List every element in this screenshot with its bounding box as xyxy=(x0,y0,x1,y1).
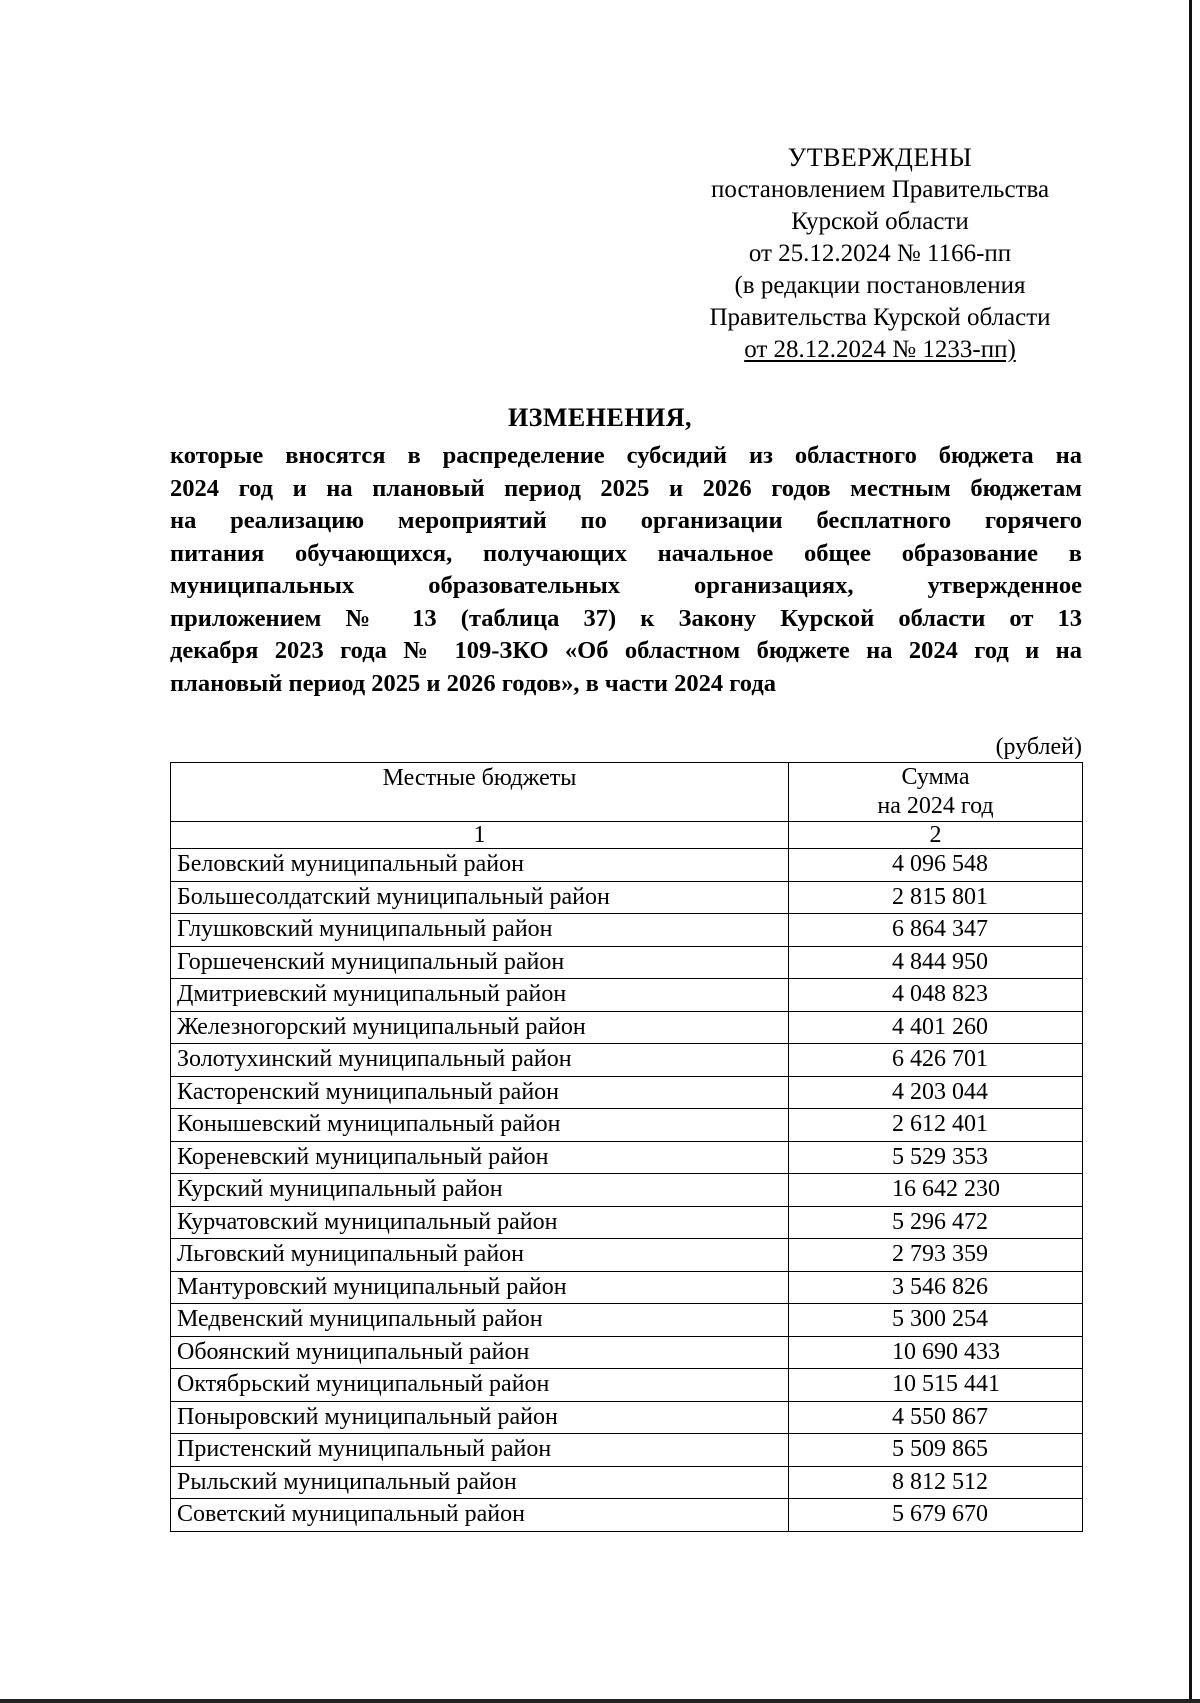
budget-name-cell: Советский муниципальный район xyxy=(171,1499,789,1532)
table-row xyxy=(171,1434,1083,1467)
approval-line-2: Курской области xyxy=(791,208,969,235)
table-row xyxy=(171,1206,1083,1239)
approval-stamp-block xyxy=(660,142,1100,366)
column-header-sum-line1: Сумма xyxy=(901,764,970,790)
table-row xyxy=(171,1499,1083,1532)
budget-sum-cell: 5 296 472 xyxy=(789,1206,1083,1239)
budget-name-cell: Октябрьский муниципальный район xyxy=(171,1369,789,1402)
table-row xyxy=(171,1336,1083,1369)
table-row xyxy=(171,1109,1083,1142)
budget-name-cell: Большесолдатский муниципальный район xyxy=(171,881,789,914)
budget-sum-cell: 5 529 353 xyxy=(789,1141,1083,1174)
table-row xyxy=(171,1401,1083,1434)
budget-sum-cell: 10 690 433 xyxy=(789,1336,1083,1369)
document-body xyxy=(170,440,1082,700)
budget-name-cell: Льговский муниципальный район xyxy=(171,1239,789,1272)
approval-title: УТВЕРЖДЕНЫ xyxy=(787,143,973,172)
table-row xyxy=(171,914,1083,947)
budget-sum-cell: 5 679 670 xyxy=(789,1499,1083,1532)
budget-name-cell: Золотухинский муниципальный район xyxy=(171,1044,789,1077)
budget-sum-cell: 4 550 867 xyxy=(789,1401,1083,1434)
table-row xyxy=(171,881,1083,914)
approval-line-5: Правительства Курской области xyxy=(709,304,1051,331)
budget-sum-cell: 4 844 950 xyxy=(789,946,1083,979)
budget-name-cell: Пристенский муниципальный район xyxy=(171,1434,789,1467)
table-row xyxy=(171,1076,1083,1109)
budget-sum-cell: 5 300 254 xyxy=(789,1304,1083,1337)
budget-sum-cell: 2 793 359 xyxy=(789,1239,1083,1272)
budget-name-cell: Мантуровский муниципальный район xyxy=(171,1271,789,1304)
scan-border-right xyxy=(1189,0,1192,1703)
body-line: 2024 год и на плановый период 2025 и 2026 годов местным бюджетам xyxy=(170,474,1082,502)
body-line: на реализацию мероприятий по организации бесплатного горячего xyxy=(170,507,1082,534)
budget-sum-cell: 4 401 260 xyxy=(789,1011,1083,1044)
table-row xyxy=(171,1174,1083,1207)
budget-sum-cell: 4 048 823 xyxy=(789,979,1083,1012)
budget-sum-cell: 3 546 826 xyxy=(789,1271,1083,1304)
body-line: декабря 2023 года № 109-ЗКО «Об областном бюджете на 2024 год и на xyxy=(170,637,1082,664)
table-row xyxy=(171,1369,1083,1402)
table-row xyxy=(171,849,1083,882)
budget-name-cell: Поныровский муниципальный район xyxy=(171,1401,789,1434)
column-header-budgets: Местные бюджеты xyxy=(171,763,789,822)
budget-sum-cell: 6 426 701 xyxy=(789,1044,1083,1077)
table-row xyxy=(171,946,1083,979)
units-label: (рублей) xyxy=(995,734,1082,760)
document-heading: ИЗМЕНЕНИЯ, xyxy=(507,403,693,432)
budget-name-cell: Конышевский муниципальный район xyxy=(171,1109,789,1142)
table-row xyxy=(171,1304,1083,1337)
budget-name-cell: Горшеченский муниципальный район xyxy=(171,946,789,979)
budget-name-cell: Касторенский муниципальный район xyxy=(171,1076,789,1109)
column-header-sum xyxy=(789,763,1083,822)
approval-line-4: (в редакции постановления xyxy=(734,272,1026,299)
table-row xyxy=(171,1011,1083,1044)
table-row xyxy=(171,1141,1083,1174)
budget-name-cell: Глушковский муниципальный район xyxy=(171,914,789,947)
table-row xyxy=(171,1044,1083,1077)
budget-name-cell: Кореневский муниципальный район xyxy=(171,1141,789,1174)
budget-sum-cell: 2 815 801 xyxy=(789,881,1083,914)
table-row xyxy=(171,979,1083,1012)
body-line: муниципальных образовательных организациях, утвержденное xyxy=(170,572,1082,599)
budget-sum-cell: 6 864 347 xyxy=(789,914,1083,947)
budget-sum-cell: 16 642 230 xyxy=(789,1174,1083,1207)
body-line: которые вносятся в распределение субсидий из областного бюджета на xyxy=(170,442,1082,469)
budget-sum-cell: 10 515 441 xyxy=(789,1369,1083,1402)
approval-line-6: от 28.12.2024 № 1233-пп) xyxy=(744,336,1016,363)
approval-line-1: постановлением Правительства xyxy=(710,176,1050,203)
column-header-sum-line2: на 2024 год xyxy=(877,793,994,819)
budget-sum-cell: 4 203 044 xyxy=(789,1076,1083,1109)
body-line: плановый период 2025 и 2026 годов», в части 2024 года xyxy=(170,669,776,697)
approval-line-3: от 25.12.2024 № 1166-пп xyxy=(748,240,1012,267)
table-header-row xyxy=(171,763,1083,822)
scan-border-bottom xyxy=(0,1699,1200,1703)
budget-name-cell: Беловский муниципальный район xyxy=(171,849,789,882)
budget-name-cell: Медвенский муниципальный район xyxy=(171,1304,789,1337)
table-row xyxy=(171,1271,1083,1304)
body-line: приложением № 13 (таблица 37) к Закону Курской области от 13 xyxy=(170,604,1082,632)
budget-table xyxy=(170,762,1083,1532)
column-number-1: 1 xyxy=(171,822,789,849)
budget-sum-cell: 5 509 865 xyxy=(789,1434,1083,1467)
column-number-2: 2 xyxy=(789,822,1083,849)
budget-name-cell: Курский муниципальный район xyxy=(171,1174,789,1207)
budget-name-cell: Курчатовский муниципальный район xyxy=(171,1206,789,1239)
budget-name-cell: Дмитриевский муниципальный район xyxy=(171,979,789,1012)
column-number-row xyxy=(171,822,1083,849)
body-line: питания обучающихся, получающих начальное общее образование в xyxy=(170,539,1082,567)
budget-sum-cell: 2 612 401 xyxy=(789,1109,1083,1142)
budget-name-cell: Обоянский муниципальный район xyxy=(171,1336,789,1369)
table-row xyxy=(171,1466,1083,1499)
budget-sum-cell: 8 812 512 xyxy=(789,1466,1083,1499)
table-row xyxy=(171,1239,1083,1272)
budget-sum-cell: 4 096 548 xyxy=(789,849,1083,882)
budget-name-cell: Железногорский муниципальный район xyxy=(171,1011,789,1044)
budget-name-cell: Рыльский муниципальный район xyxy=(171,1466,789,1499)
